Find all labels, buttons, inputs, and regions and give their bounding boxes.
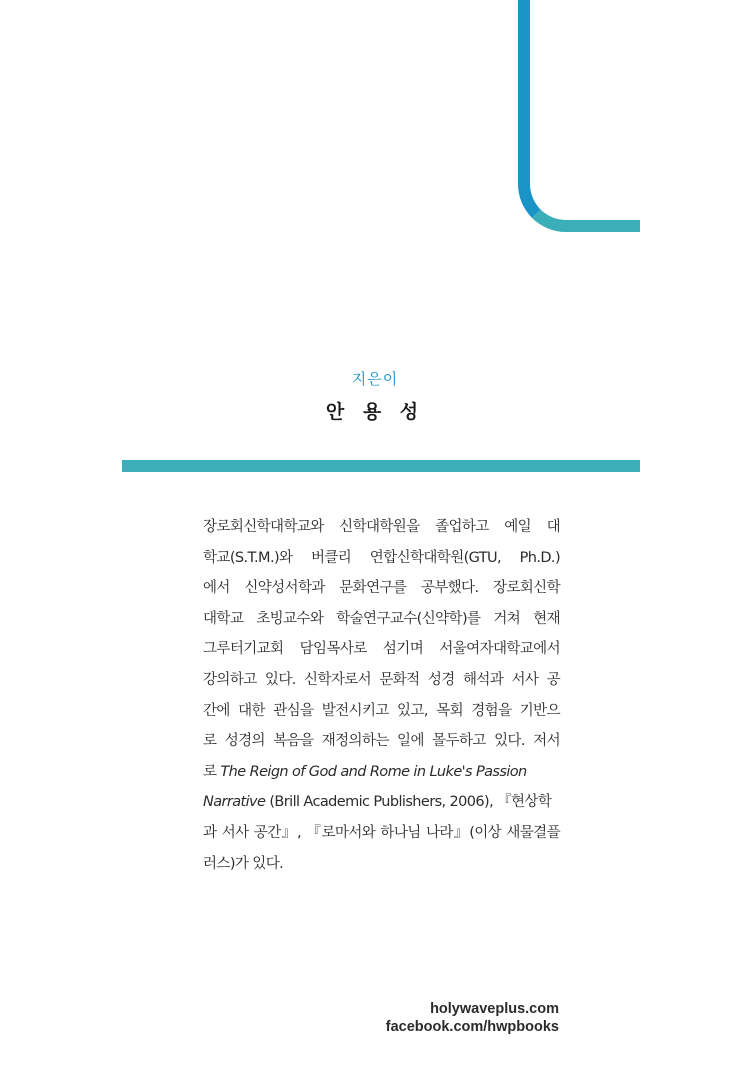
bio-line: 간에 대한 관심을 발전시키고 있고, 목회 경험을 기반으: [203, 702, 560, 719]
publisher-footer: [386, 1000, 559, 1036]
author-bio: [203, 512, 560, 879]
bio-line: 러스)가 있다.: [203, 855, 284, 872]
book-title-italic: The Reign of God and Rome in Luke's Passion: [220, 763, 527, 780]
bio-line: 그루터기교회 담임목사로 섬기며 서울여자대학교에서: [203, 641, 560, 658]
bio-line: 과 서사 공간』, 『로마서와 하나님 나라』(이상 새물결플: [203, 824, 560, 841]
bio-line: 학교(S.T.M.)와 버클리 연합신학대학원(GTU, Ph.D.): [203, 549, 560, 566]
website-link[interactable]: holywaveplus.com: [430, 1001, 559, 1017]
bio-line: [203, 757, 560, 788]
bio-line: [203, 787, 560, 818]
section-divider: [122, 460, 640, 472]
author-name: 안 용 성: [325, 401, 425, 423]
bio-line: 대학교 초빙교수와 학술연구교수(신약학)를 거쳐 현재: [203, 610, 560, 627]
book-title-italic: Narrative: [203, 794, 266, 811]
bio-line: 로 성경의 복음을 재정의하는 일에 몰두하고 있다. 저서: [203, 733, 560, 750]
bio-line: 에서 신약성서학과 문화연구를 공부했다. 장로회신학: [203, 580, 560, 597]
bio-text: 로: [203, 763, 221, 780]
author-role-label: 지은이: [351, 370, 399, 388]
bio-line: 강의하고 있다. 신학자로서 문화적 성경 해석과 서사 공: [203, 671, 560, 688]
facebook-link[interactable]: facebook.com/hwpbooks: [385, 1019, 559, 1035]
decorative-corner-line: [518, 0, 640, 232]
bio-line: 장로회신학대학교와 신학대학원을 졸업하고 예일 대: [203, 519, 560, 535]
bio-text: (Brill Academic Publishers, 2006), 『현상학: [265, 794, 552, 811]
